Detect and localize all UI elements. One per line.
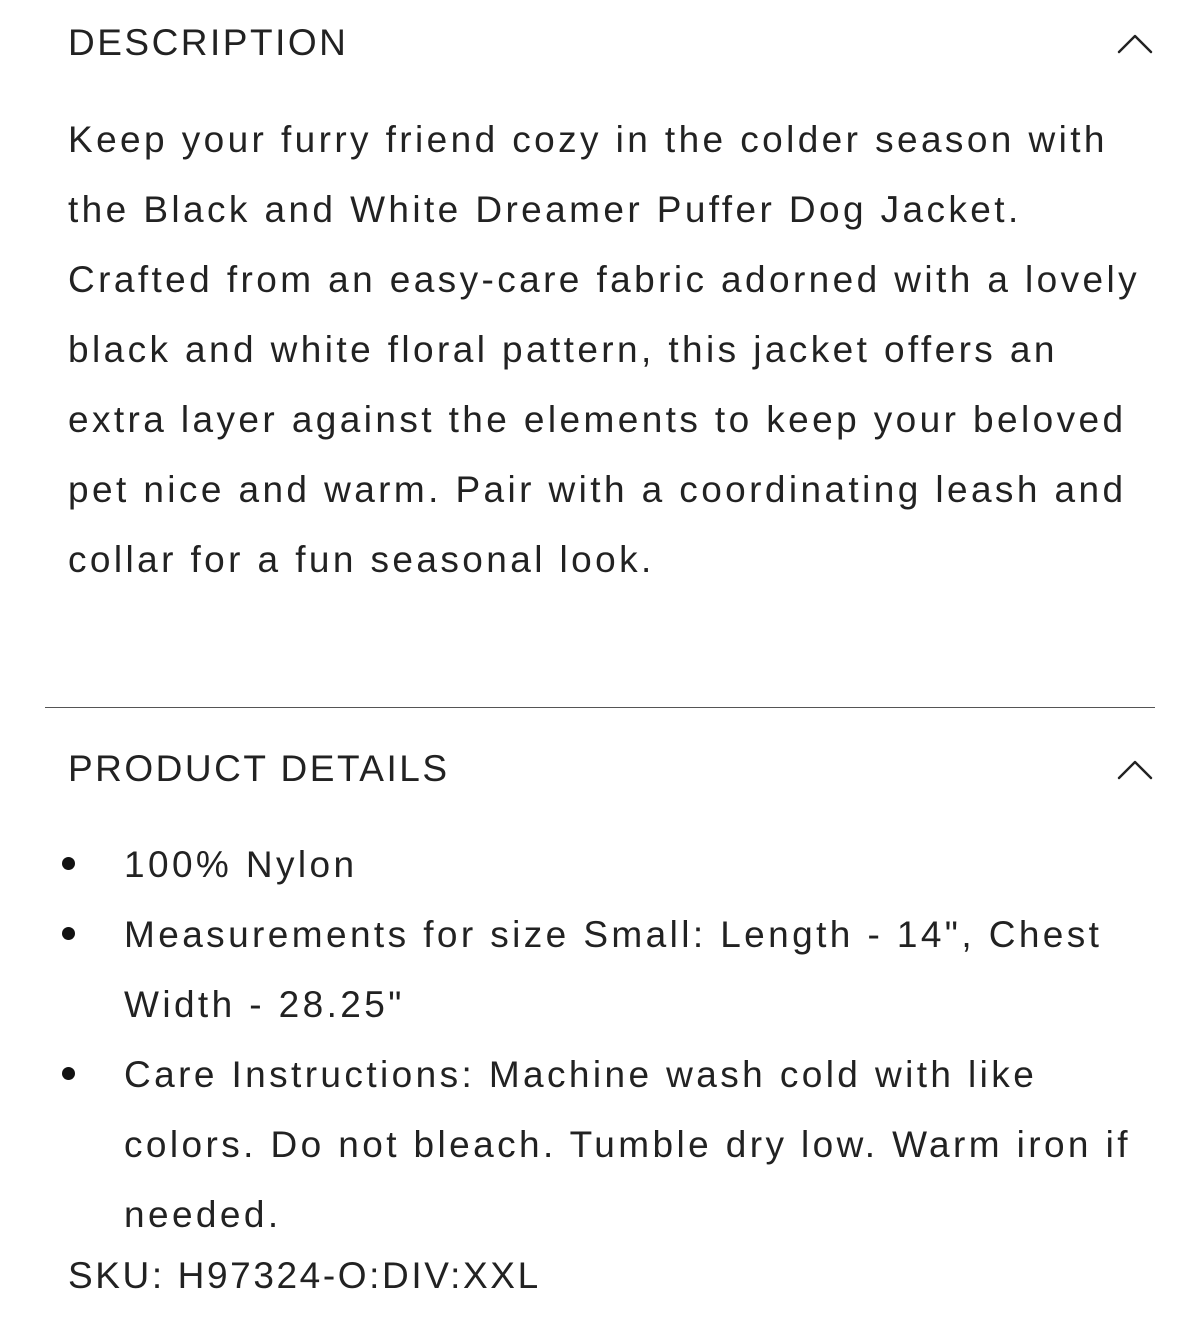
list-item-text: Measurements for size Small: Length - 14", Chest Width - 28.25" bbox=[124, 914, 1103, 1025]
product-details-header[interactable] bbox=[68, 746, 1155, 792]
bullet-icon bbox=[62, 1067, 75, 1080]
list-item bbox=[68, 1040, 1158, 1250]
description-text: Keep your furry friend cozy in the colder season with the Black and White Dreamer Puffer Dog Jacket. Crafted from an easy-care fabric adorned with a lovely black and white floral pattern, this jacket offers an extra layer against the elements to keep your beloved pet nice and warm. Pair with a coordinating leash and collar for a fun seasonal look. bbox=[68, 119, 1141, 580]
list-item bbox=[68, 830, 1158, 900]
list-item-text: Care Instructions: Machine wash cold with like colors. Do not bleach. Tumble dry low. Warm iron if needed. bbox=[124, 1054, 1131, 1235]
chevron-up-icon[interactable] bbox=[1115, 28, 1155, 58]
description-title: DESCRIPTION bbox=[68, 22, 349, 63]
bullet-icon bbox=[62, 857, 75, 870]
sku-text: SKU: H97324-O:DIV:XXL bbox=[68, 1255, 541, 1296]
list-item bbox=[68, 900, 1158, 1040]
product-details-title: PRODUCT DETAILS bbox=[68, 748, 450, 789]
list-item-text: 100% Nylon bbox=[124, 844, 358, 885]
chevron-up-icon[interactable] bbox=[1115, 754, 1155, 784]
bullet-icon bbox=[62, 927, 75, 940]
description-header[interactable] bbox=[68, 20, 1155, 66]
section-divider bbox=[45, 707, 1155, 708]
product-details-list bbox=[68, 830, 1158, 1250]
